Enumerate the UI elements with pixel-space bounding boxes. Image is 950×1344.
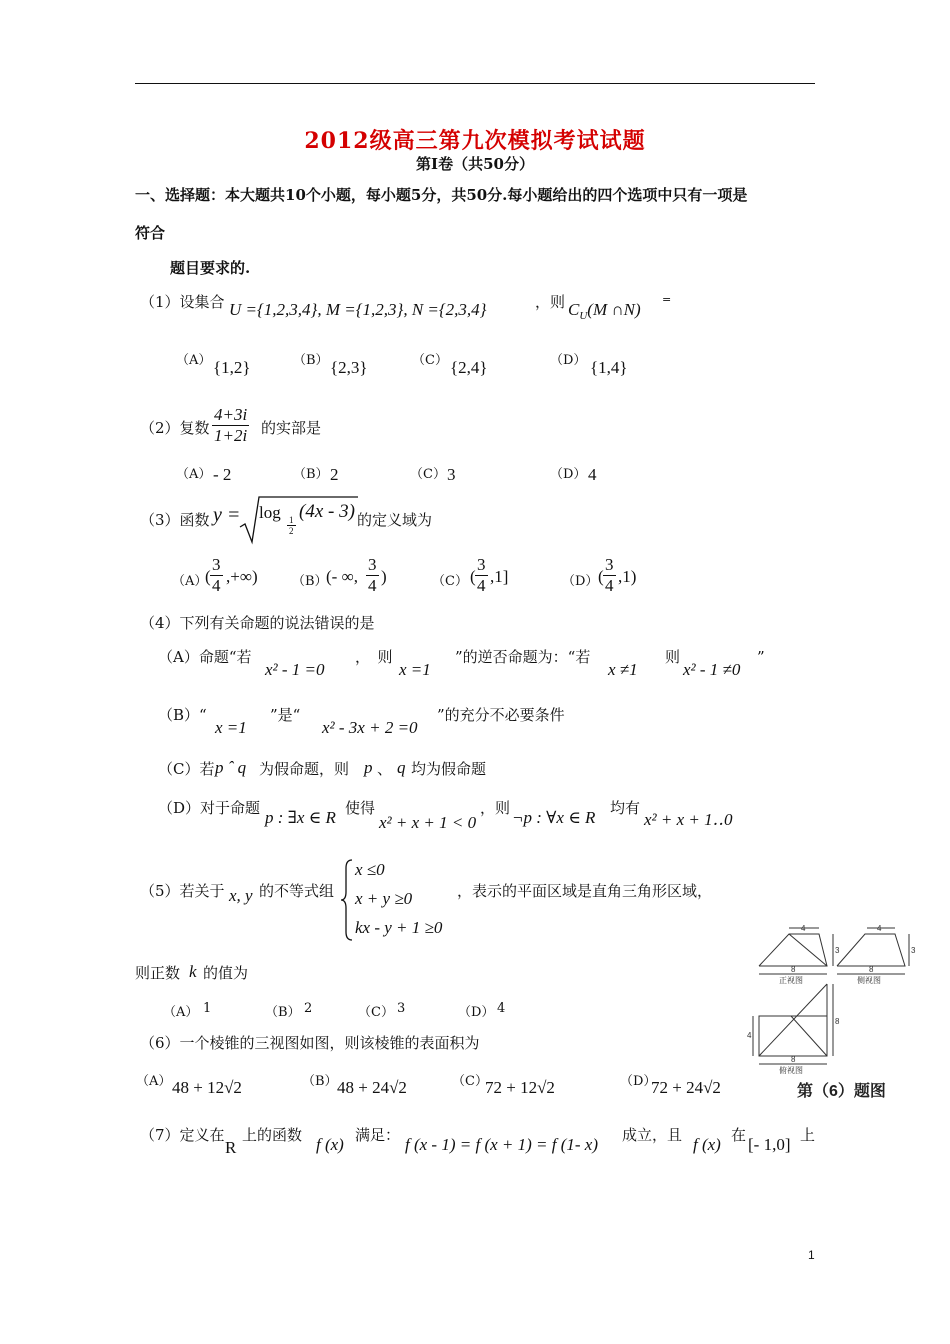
q1-option-a-tag: （A）: [176, 353, 212, 368]
q3-option-b-rest: ): [381, 567, 387, 586]
page-title: 2012级高三第九次模拟考试试题: [304, 128, 646, 154]
q3-option-c-tag: （C）: [432, 574, 468, 589]
q3-option-b-frac: $\frac{3}{4}$: [368, 555, 377, 595]
q5-option-b-tag: （B）: [265, 1005, 301, 1020]
page-subtitle: 第Ⅰ卷（共50分）: [416, 155, 534, 173]
q2-option-a: - 2: [213, 465, 232, 484]
q4-d-expr4: x² + x + 1‥0: [644, 810, 733, 829]
q7-interval: [- 1,0]: [748, 1135, 791, 1154]
q2-label: （2）复数: [140, 419, 210, 437]
q3-option-b-open: (- ∞,: [326, 567, 358, 586]
q2-tail: 的实部是: [261, 419, 322, 437]
fig-side-label: 侧视图: [857, 976, 881, 985]
q6-option-b-tag: （B）: [302, 1074, 338, 1089]
q5-inequality-2: x + y ≥0: [355, 889, 413, 908]
q5-option-d-tag: （D）: [458, 1005, 495, 1020]
q1-option-b: {2,3}: [330, 358, 368, 377]
q2-fraction: [212, 405, 249, 446]
q7-on: 在: [731, 1126, 747, 1144]
q1-equals: =: [662, 293, 672, 306]
q2-option-d: 4: [588, 465, 597, 484]
q4-a-text2: ， 则: [355, 648, 393, 666]
fig-front-label: 正视图: [779, 976, 803, 985]
q1-option-c-tag: （C）: [412, 353, 448, 368]
fig-top-dim-bottom: 8: [791, 1055, 796, 1064]
q7-fx: f (x): [316, 1135, 344, 1154]
q7-hold: 成立，且: [622, 1126, 683, 1144]
q4-b-text1: （B）“: [158, 706, 207, 724]
q2-option-a-tag: （A）: [176, 467, 212, 482]
q4-c-expr1: p ˆ q: [215, 758, 247, 777]
q5-k: k: [189, 962, 197, 981]
q3-option-d-open: (: [598, 567, 604, 586]
q3-option-c-rest: ,1]: [490, 567, 509, 586]
q3-option-c-frac: $\frac{3}{4}$: [477, 555, 486, 595]
q6-label: （6）一个棱锥的三视图如图，则该棱锥的表面积为: [140, 1034, 480, 1052]
fig-top-label: 俯视图: [779, 1066, 803, 1075]
q2-denominator: 1+2i: [214, 426, 248, 445]
fig-side-dim-top: 4: [877, 924, 882, 933]
q4-c-text1: （C）若: [158, 760, 215, 778]
fig-top-dim-right: 8: [835, 1017, 840, 1026]
q4-c-text2: 为假命题，则: [259, 760, 350, 778]
q3-y: y =: [213, 504, 241, 526]
q6-option-d: 72 + 24√2: [651, 1078, 721, 1097]
q5-brace: [340, 858, 354, 942]
q6-figure-caption: 第（6）题图: [797, 1083, 886, 1100]
q6-option-d-tag: （D）: [620, 1074, 657, 1089]
q4-d-text3: ，则: [480, 799, 511, 817]
q4-c-expr3: q: [397, 758, 406, 777]
q4-c-text3: 、: [377, 760, 393, 778]
q5-tail: ，表示的平面区域是直角三角形区域，: [457, 882, 713, 900]
q4-a-text5: ”: [757, 648, 765, 666]
q1-option-a: {1,2}: [213, 358, 251, 377]
q2-option-c: 3: [447, 465, 456, 484]
q5-option-c: 3: [397, 1001, 406, 1016]
fig-front-dim-top: 4: [801, 924, 806, 933]
q4-label: （4）下列有关命题的说法错误的是: [140, 614, 375, 632]
q3-option-a-open: (: [205, 567, 211, 586]
q4-a-text4: 则: [665, 648, 681, 666]
q5-option-d: 4: [497, 1001, 506, 1016]
q4-a-text1: （A）命题“若: [158, 648, 252, 666]
q5-option-b: 2: [304, 1001, 313, 1016]
q4-b-text3: ”的充分不必要条件: [437, 706, 565, 724]
page-number: 1: [808, 1248, 815, 1262]
q1-label: （1）设集合: [140, 293, 225, 311]
q3-option-c-open: (: [470, 567, 476, 586]
q1-result: $C_U(M$ ∩N): [568, 300, 641, 322]
q5-mid: 的不等式组: [259, 882, 335, 900]
q5-option-a: 1: [203, 1001, 212, 1016]
q4-a-expr3: x ≠1: [608, 660, 638, 679]
q5-option-a-tag: （A）: [163, 1005, 199, 1020]
q5-label: （5）若关于: [140, 882, 225, 900]
q2-option-d-tag: （D）: [550, 467, 587, 482]
q4-d-expr2: x² + x + 1 < 0: [379, 813, 477, 832]
q4-b-expr1: x =1: [215, 718, 247, 737]
q4-b-text2: ”是“: [270, 706, 301, 724]
q5-inequality-1: x ≤0: [355, 860, 385, 879]
section-heading-line3: 题目要求的.: [170, 259, 251, 277]
q4-d-text1: （D）对于命题: [158, 799, 261, 817]
q1-option-d: {1,4}: [590, 358, 628, 377]
q4-d-text2: 使得: [345, 799, 376, 817]
q1-option-c: {2,4}: [450, 358, 488, 377]
q3-base-den: 2: [289, 526, 294, 536]
q5-line2-a: 则正数: [135, 964, 181, 982]
q2-option-b-tag: （B）: [293, 467, 329, 482]
q7-up: 上: [800, 1126, 816, 1144]
header-rule: [135, 83, 815, 84]
q7-equation: f (x - 1) = f (x + 1) = f (1- x): [405, 1135, 599, 1154]
q3-option-d-rest: ,1): [618, 567, 637, 586]
q2-numerator: 4+3i: [214, 405, 248, 424]
q1-expression: U ={1,2,3,4}, M ={1,2,3}, N ={2,3,4}: [229, 300, 487, 319]
q3-log: log: [259, 503, 281, 522]
q6-option-a: 48 + 12√2: [172, 1078, 242, 1097]
q3-option-d-tag: （D）: [562, 574, 599, 589]
q6-option-a-tag: （A）: [136, 1074, 172, 1089]
q3-option-a-rest: ,+∞): [226, 567, 258, 586]
q3-argument: (4x - 3): [299, 501, 355, 522]
fig-front-dim-bottom: 8: [791, 965, 796, 974]
q7-satisfy: 满足：: [355, 1126, 401, 1144]
q3-tail: 的定义域为: [357, 511, 433, 529]
q4-b-expr2: x² - 3x + 2 =0: [322, 718, 418, 737]
fig-side-dim-right: 3: [911, 946, 916, 955]
q4-a-expr4: x² - 1 ≠0: [683, 660, 741, 679]
q4-a-expr1: x² - 1 =0: [265, 660, 325, 679]
q3-option-d-frac: $\frac{3}{4}$: [605, 555, 614, 595]
q5-option-c-tag: （C）: [358, 1005, 394, 1020]
q3-option-b-tag: （B）: [292, 574, 328, 589]
q1-then: ，则: [535, 293, 566, 311]
q5-inequality-3: kx - y + 1 ≥0: [355, 918, 443, 937]
q3-option-a-tag: （A）: [172, 574, 208, 589]
q5-line2-b: 的值为: [203, 964, 249, 982]
q7-mid: 上的函数: [242, 1126, 303, 1144]
q4-a-text3: ”的逆否命题为：“若: [455, 648, 591, 666]
q5-vars: x, y: [229, 886, 253, 905]
q4-a-expr2: x =1: [399, 660, 431, 679]
section-heading-line1: 一、选择题：本大题共10个小题，每小题5分，共50分.每小题给出的四个选项中只有一项是: [135, 186, 748, 204]
fig-front-dim-right: 3: [835, 946, 840, 955]
q7-label: （7）定义在: [140, 1126, 225, 1144]
section-heading-line2: 符合: [135, 224, 166, 242]
q1-option-d-tag: （D）: [550, 353, 587, 368]
q4-d-expr1: p : ∃x ∈ R: [265, 808, 336, 827]
q4-d-text4: 均有: [610, 799, 641, 817]
q7-R: R: [225, 1138, 237, 1157]
fig-side-dim-bottom: 8: [869, 965, 874, 974]
q1-option-b-tag: （B）: [293, 353, 329, 368]
q7-fx2: f (x): [693, 1135, 721, 1154]
q4-d-expr3: ¬p : ∀x ∈ R: [512, 808, 596, 827]
q4-c-expr2: p: [364, 758, 373, 777]
q3-label: （3）函数: [140, 511, 210, 529]
q3-base-num: 1: [289, 515, 294, 525]
q2-option-c-tag: （C）: [410, 467, 446, 482]
q2-option-b: 2: [330, 465, 339, 484]
q6-option-c: 72 + 12√2: [485, 1078, 555, 1097]
q3-log-base: [287, 515, 296, 536]
q3-option-a-frac: $\frac{3}{4}$: [212, 555, 221, 595]
fig-top-dim-left: 4: [747, 1031, 752, 1040]
q6-option-b: 48 + 24√2: [337, 1078, 407, 1097]
q4-c-text4: 均为假命题: [411, 760, 487, 778]
q6-option-c-tag: （C）: [452, 1074, 488, 1089]
